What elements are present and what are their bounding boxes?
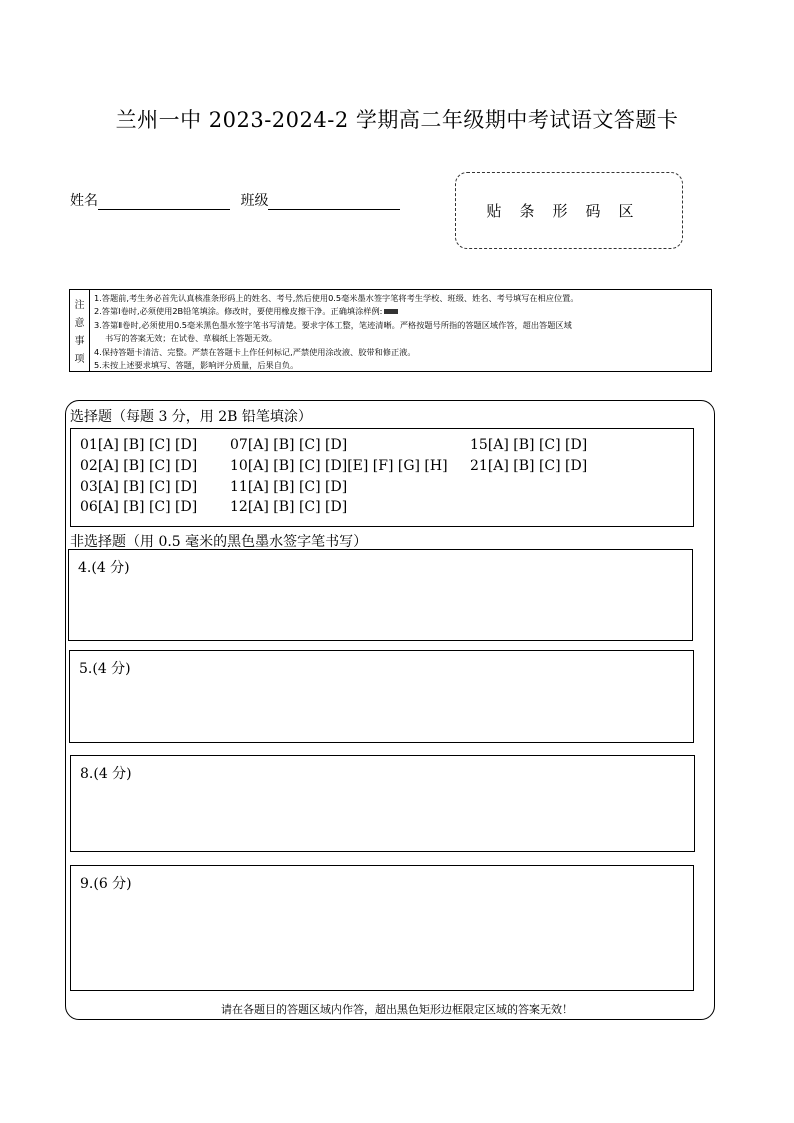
question-label: 8.(4 分) — [80, 766, 132, 782]
notes-line: 1.答题前,考生务必首先认真核准条形码上的姓名、考号,然后使用0.5毫米墨水签字笔将考生学校、班级、姓名、考号填写在相应位置。 — [94, 293, 579, 303]
choice-heading: 选择题（每题 3 分，用 2B 铅笔填涂） — [70, 409, 312, 425]
choice-item[interactable]: 12[A] [B] [C] [D] — [230, 499, 348, 515]
class-label: 班级 — [240, 193, 269, 209]
question-label: 4.(4 分) — [78, 560, 130, 576]
answer-box-q4[interactable] — [68, 549, 693, 641]
choice-item[interactable]: 02[A] [B] [C] [D] — [80, 458, 198, 474]
sample-fill-mark — [384, 309, 398, 314]
notes-label-char: 项 — [74, 354, 85, 366]
choice-item[interactable]: 01[A] [B] [C] [D] — [80, 437, 198, 453]
footer-note: 请在各题目的答题区域内作答，超出黑色矩形边框限定区域的答案无效！ — [221, 1003, 573, 1016]
choice-item[interactable]: 03[A] [B] [C] [D] — [80, 479, 198, 495]
notes-body — [90, 290, 711, 371]
answer-box-q8[interactable] — [70, 755, 695, 852]
notes-label-char: 事 — [74, 336, 85, 348]
barcode-label: 贴条形码区 — [486, 202, 652, 220]
page-title: 兰州一中 2023-2024-2 学期高二年级期中考试语文答题卡 — [115, 108, 679, 132]
notes-box — [69, 289, 712, 372]
student-info-row — [70, 190, 406, 210]
class-field[interactable] — [268, 195, 400, 210]
notes-label-char: 意 — [74, 317, 85, 329]
barcode-area — [455, 172, 683, 249]
choice-item[interactable]: 10[A] [B] [C] [D][E] [F] [G] [H] — [230, 458, 448, 474]
notes-line: 3.答第Ⅱ卷时,必须使用0.5毫米黑色墨水签字笔书写清楚。要求字体工整，笔迹清晰。严格按题号所指的答题区域作答，超出答题区域 — [94, 319, 572, 330]
choice-item[interactable]: 06[A] [B] [C] [D] — [80, 499, 198, 515]
choice-item[interactable]: 15[A] [B] [C] [D] — [470, 437, 588, 453]
notes-line: 4.保持答题卡清洁、完整。严禁在答题卡上作任何标记,严禁使用涂改液、胶带和修正液。 — [94, 346, 416, 357]
choice-item[interactable]: 11[A] [B] [C] [D] — [230, 479, 348, 495]
notes-label — [70, 290, 90, 371]
name-field[interactable] — [98, 195, 230, 210]
name-label: 姓名 — [70, 193, 98, 209]
question-label: 5.(4 分) — [79, 661, 131, 677]
choice-box — [70, 428, 694, 527]
answer-box-q5[interactable] — [69, 650, 694, 743]
notes-label-char: 注 — [74, 299, 85, 311]
notes-line: 书写的答案无效；在试卷、草稿纸上答题无效。 — [105, 333, 277, 344]
question-label: 9.(6 分) — [80, 876, 132, 892]
choice-item[interactable]: 07[A] [B] [C] [D] — [230, 437, 348, 453]
answer-box-q9[interactable] — [70, 865, 694, 991]
choice-item[interactable]: 21[A] [B] [C] [D] — [470, 458, 588, 474]
open-heading: 非选择题（用 0.5 毫米的黑色墨水签字笔书写） — [70, 534, 368, 550]
notes-line: 5.未按上述要求填写、答题，影响评分质量，后果自负。 — [94, 360, 299, 371]
notes-line: 2.答第Ⅰ卷时,必须使用2B铅笔填涂。修改时，要使用橡皮擦干净。正确填涂样例: — [94, 305, 707, 318]
